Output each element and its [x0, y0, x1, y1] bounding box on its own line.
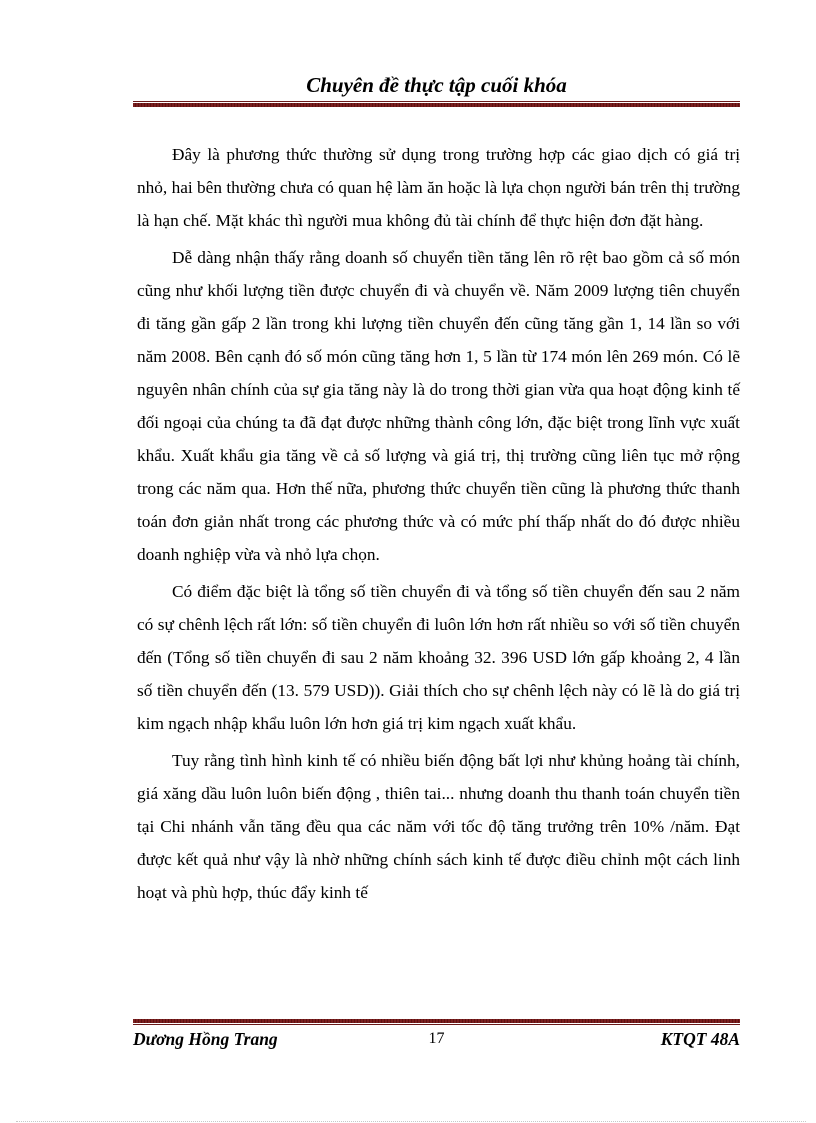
- page-header: [133, 72, 740, 98]
- document-body: [137, 138, 740, 913]
- paragraph-2: Dễ dàng nhận thấy rằng doanh số chuyển tiền tăng lên rõ rệt bao gồm cả số món cũng như khối lượng tiền được chuyển đi và chuyển về. Năm 2009 lượng tiên chuyển đi tăng gần gấp 2 lần trong khi lượng tiền chuyển đến cũng tăng gần 1, 14 lần so với năm 2008. Bên cạnh đó số món cũng tăng hơn 1, 5 lần từ 174 món lên 269 món. Có lẽ nguyên nhân chính của sự gia tăng này là do trong thời gian vừa qua hoạt động kinh tế đối ngoại của chúng ta đã đạt được những thành công lớn, đặc biệt trong lĩnh vực xuất khẩu. Xuất khẩu gia tăng về cả số lượng và giá trị, thị trường cũng liên tục mở rộng trong các năm qua. Hơn thế nữa, phương thức chuyển tiền cũng là phương thức thanh toán đơn giản nhất trong các phương thức và có mức phí thấp nhất do đó được nhiều doanh nghiệp vừa và nhỏ lựa chọn.: [137, 248, 740, 564]
- footer-author: Dương Hồng Trang: [133, 1029, 278, 1049]
- page-footer: [133, 1026, 740, 1052]
- page-number: 17: [428, 1030, 445, 1047]
- header-rule-thin: [133, 101, 740, 102]
- header-rule-thick: [133, 103, 740, 107]
- footer-rule-thin: [133, 1024, 740, 1025]
- footer-class-code: KTQT 48A: [660, 1029, 740, 1049]
- page-boundary-divider: [16, 1121, 806, 1122]
- header-title: Chuyên đề thực tập cuối khóa: [306, 73, 567, 97]
- paragraph-1: Đây là phương thức thường sử dụng trong trường hợp các giao dịch có giá trị nhỏ, hai bên thường chưa có quan hệ làm ăn hoặc là lựa chọn người bán trên thị trường là hạn chế. Mặt khác thì người mua không đủ tài chính để thực hiện đơn đặt hàng.: [137, 145, 740, 230]
- footer-rule-thick: [133, 1019, 740, 1023]
- paragraph-3: Có điểm đặc biệt là tổng số tiền chuyển đi và tổng số tiền chuyển đến sau 2 năm có sự chênh lệch rất lớn: số tiền chuyển đi luôn lớn hơn rất nhiều so với số tiền chuyển đến (Tổng số tiền chuyển đi sau 2 năm khoảng 32. 396 USD lớn gấp khoảng 2, 4 lần số tiền chuyển đến (13. 579 USD)). Giải thích cho sự chênh lệch này có lẽ là do giá trị kim ngạch nhập khẩu luôn lớn hơn giá trị kim ngạch xuất khẩu.: [137, 582, 740, 733]
- paragraph-4: Tuy rằng tình hình kinh tế có nhiều biến động bất lợi như khủng hoảng tài chính, giá xăng dầu luôn luôn biến động , thiên tai... nhưng doanh thu thanh toán chuyển tiền tại Chi nhánh vẫn tăng đều qua các năm với tốc độ tăng trưởng trên 10% /năm. Đạt được kết quả như vậy là nhờ những chính sách kinh tế được điều chỉnh một cách linh hoạt và phù hợp, thúc đẩy kinh tế: [137, 751, 740, 902]
